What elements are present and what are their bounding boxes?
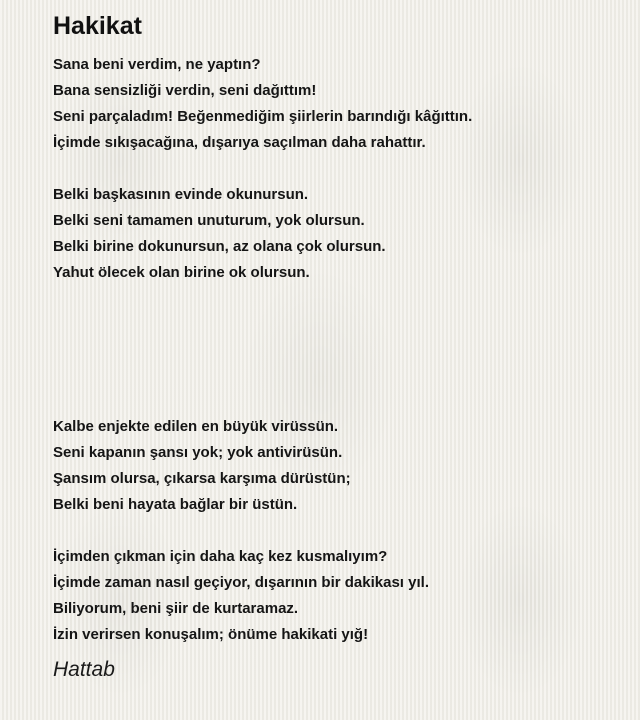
poem-title: Hakikat <box>53 12 142 40</box>
poem-line: Belki seni tamamen unuturum, yok olursun. <box>53 212 365 229</box>
poem-line: Seni kapanın şansı yok; yok antivirüsün. <box>53 444 343 461</box>
stanza-2 <box>53 182 623 286</box>
poem-line: Kalbe enjekte edilen en büyük virüssün. <box>53 418 339 435</box>
poem-line: İçimde sıkışacağına, dışarıya saçılman daha rahattır. <box>53 134 426 151</box>
stanza-4 <box>53 544 623 648</box>
stanza-gap <box>53 156 623 182</box>
poem-container <box>53 10 623 682</box>
poem-line: Belki birine dokunursun, az olana çok olursun. <box>53 238 386 255</box>
poem-line: İçimden çıkman için daha kaç kez kusmalıyım? <box>53 548 388 565</box>
stanza-gap-large <box>53 286 623 414</box>
poem-line: İzin verirsen konuşalım; önüme hakikati yığ! <box>53 626 369 643</box>
poem-line: Bana sensizliği verdin, seni dağıttım! <box>53 82 317 99</box>
poem-author: Hattab <box>53 658 115 681</box>
poem-line: İçimde zaman nasıl geçiyor, dışarının bir dakikası yıl. <box>53 574 429 591</box>
poem-line: Şansım olursa, çıkarsa karşıma dürüstün; <box>53 470 351 487</box>
stanza-3 <box>53 414 623 518</box>
poem-line: Seni parçaladım! Beğenmediğim şiirlerin barındığı kâğıttın. <box>53 108 473 125</box>
poem-line: Belki başkasının evinde okunursun. <box>53 186 309 203</box>
stanza-gap <box>53 518 623 544</box>
poem-line: Yahut ölecek olan birine ok olursun. <box>53 264 310 281</box>
poem-line: Sana beni verdim, ne yaptın? <box>53 56 261 73</box>
stanza-1 <box>53 52 623 156</box>
poem-line: Biliyorum, beni şiir de kurtaramaz. <box>53 600 299 617</box>
poem-line: Belki beni hayata bağlar bir üstün. <box>53 496 298 513</box>
